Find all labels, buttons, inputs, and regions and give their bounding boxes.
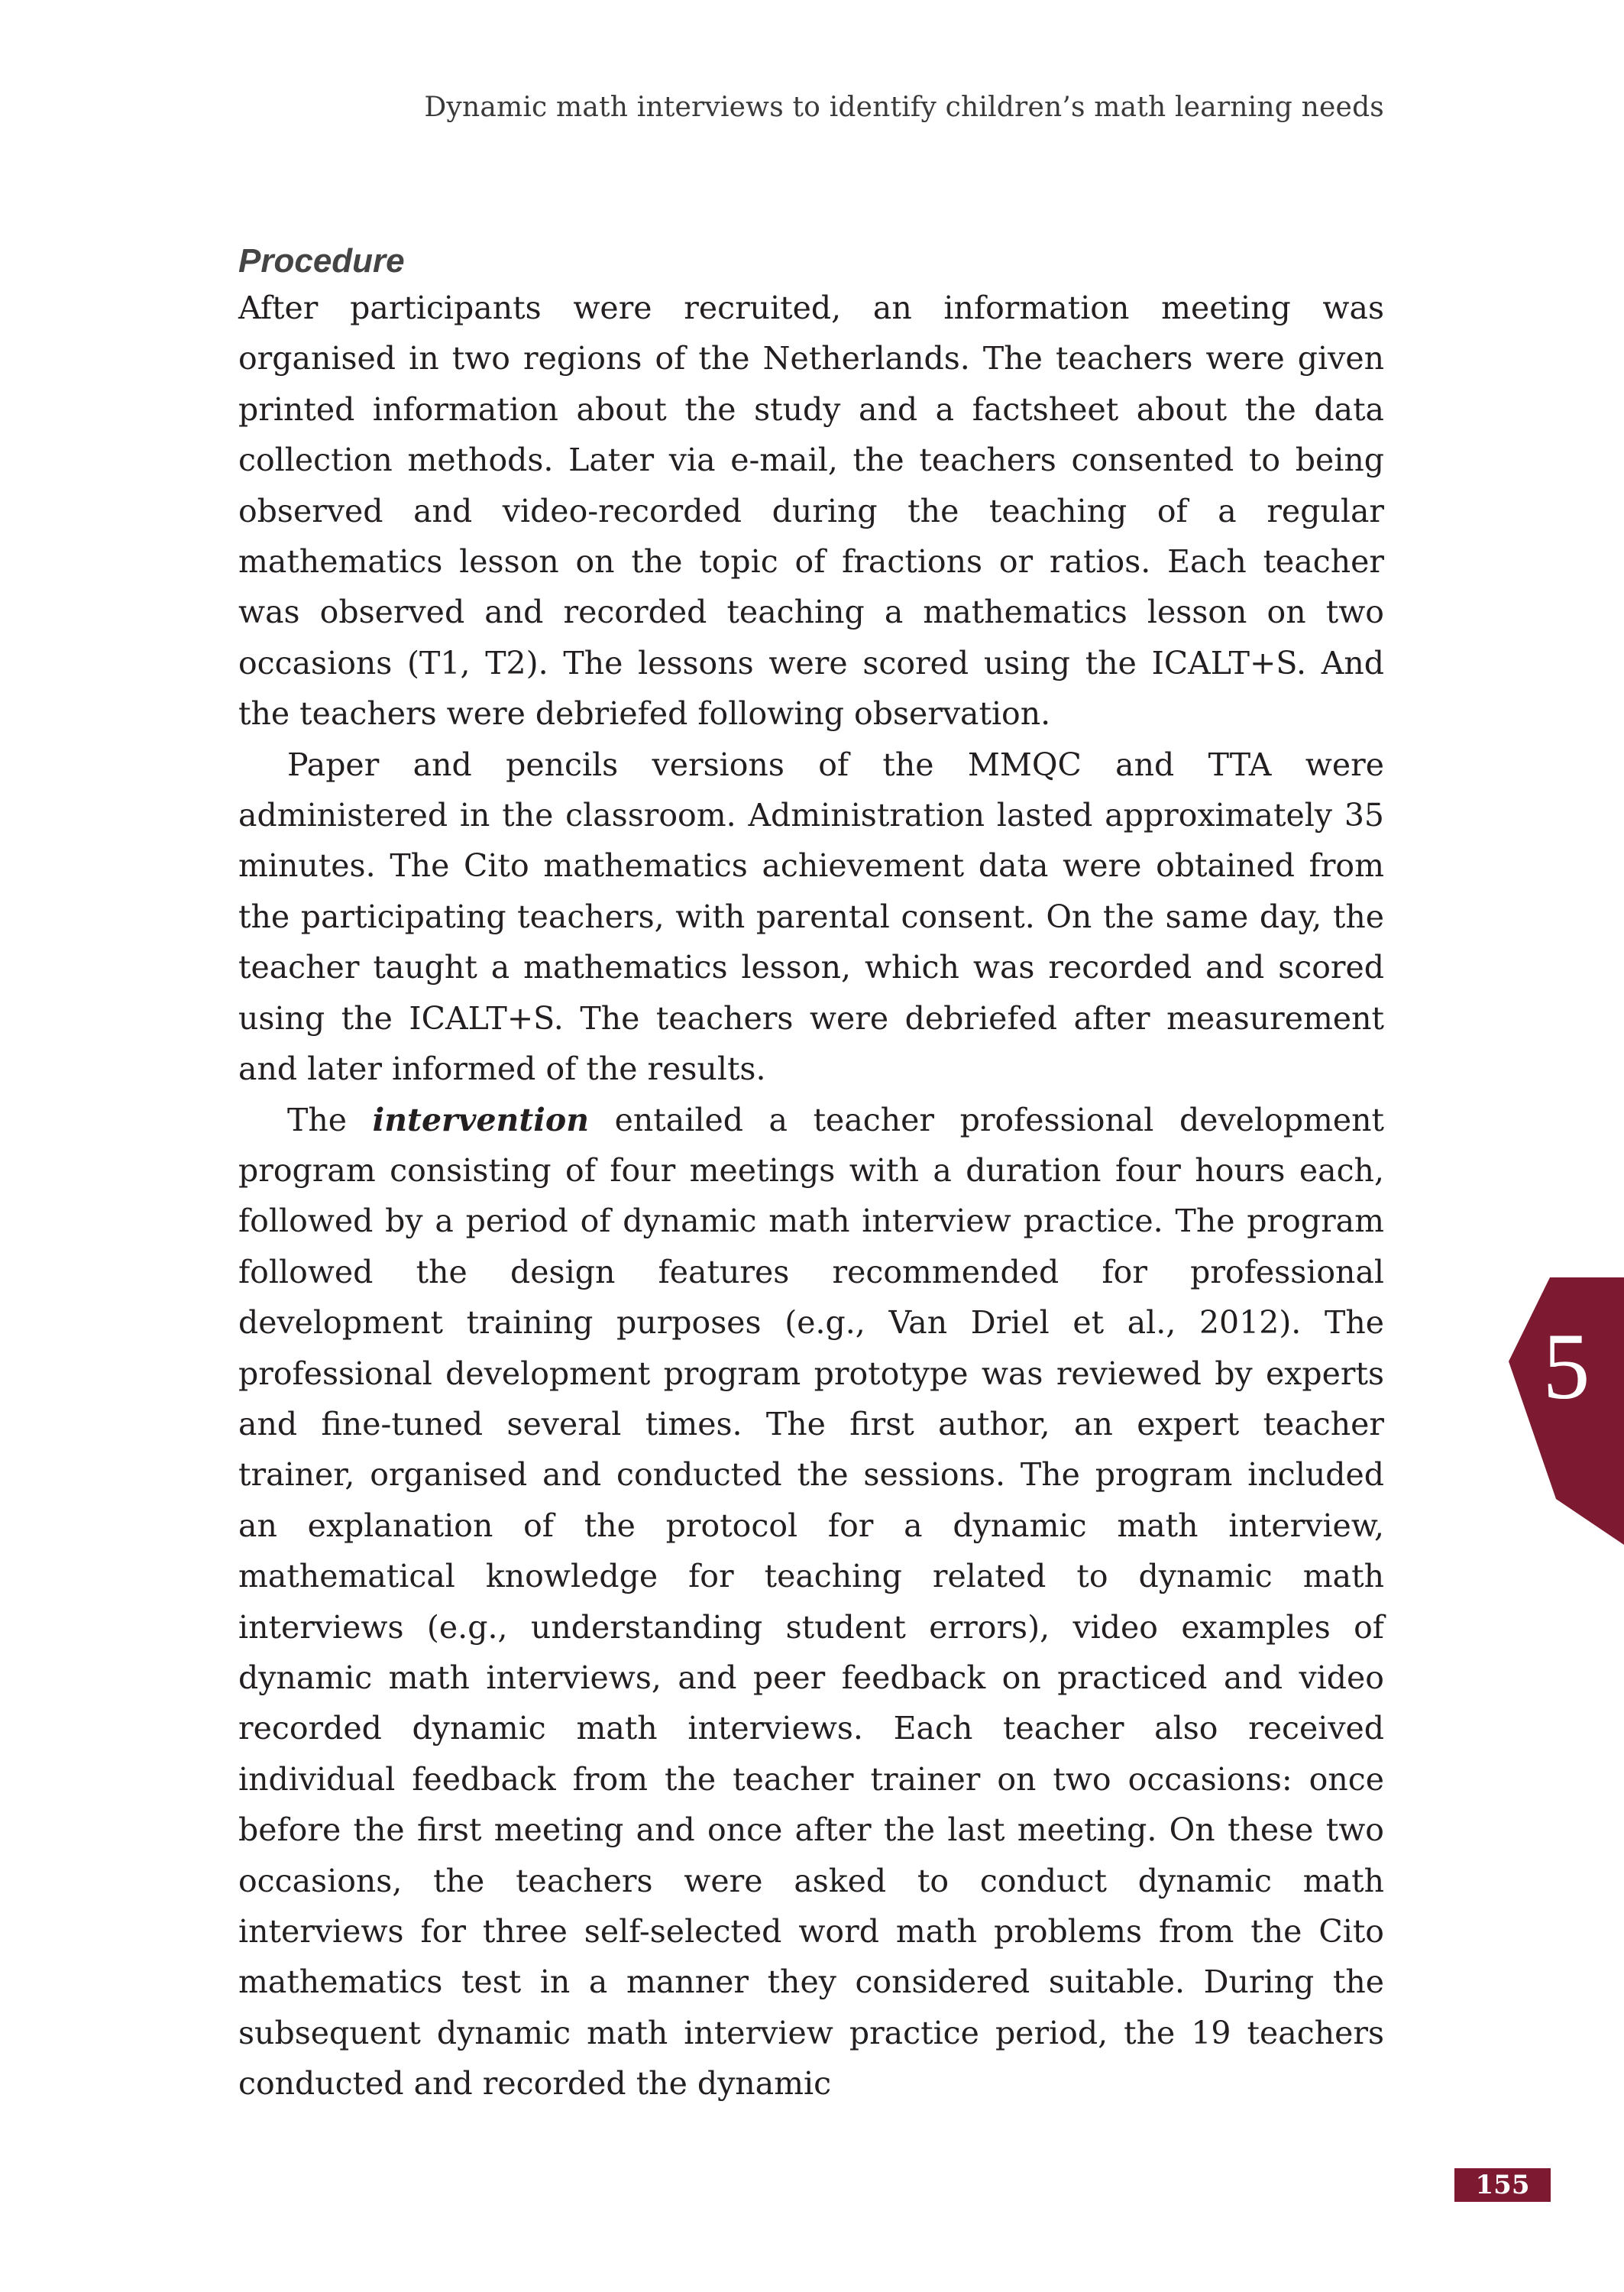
intervention-emphasis: intervention [372,1101,590,1138]
page-number: 155 [1454,2168,1551,2202]
body-text [238,239,1384,2109]
running-head: Dynamic math interviews to identify children’s math learning needs [424,92,1384,123]
chapter-tab [1509,1277,1624,1545]
paragraph-1: After participants were recruited, an information meeting was organised in two regions of the Netherlands. The teachers were given printed information about the study and a factsheet about the data collection methods. Later via e-mail, the teachers consented to being observed and video-recorded during the teaching of a regular mathematics lesson on the topic of fractions or ratios. Each teacher was observed and recorded teaching a mathematics lesson on two occasions (T1, T2). The lessons were scored using the ICALT+S. And the teachers were debriefed following observation. [238,290,1384,733]
paragraph-3 [238,1095,1384,2109]
paragraph-2: Paper and pencils versions of the MMQC and TTA were administered in the classroom. Administration lasted approximately 35 minutes. The Cito mathematics achievement data were obtained from the participating teachers, with parental consent. On the same day, the teacher taught a mathematics lesson, which was recorded and scored using the ICALT+S. The teachers were debriefed after measurement and later informed of the results. [238,746,1384,1088]
section-heading: Procedure [238,242,405,280]
paragraph-3-lead: The [287,1101,373,1138]
paragraph-3-rest: entailed a teacher professional development program consisting of four meetings with a duration four hours each, followed by a period of dynamic math interview practice. The program followed the design features recommended for professional development training purposes (e.g., Van Driel et al., 2012). The professional development program prototype was reviewed by experts and fine-tuned several times. The first author, an expert teacher trainer, organised and conducted the sessions. The program included an explanation of the protocol for a dynamic math interview, mathematical knowledge for teaching related to dynamic math interviews (e.g., understanding student errors), video examples of dynamic math interviews, and peer feedback on practiced and video recorded dynamic math interviews. Each teacher also received individual feedback from the teacher trainer on two occasions: once before the first meeting and once after the last meeting. On these two occasions, the teachers were asked to conduct dynamic math interviews for three self-selected word math problems from the Cito mathematics test in a manner they considered suitable. During the subsequent dynamic math interview practice period, the 19 teachers conducted and recorded the dynamic [238,1101,1384,2103]
chapter-number: 5 [1542,1314,1590,1419]
